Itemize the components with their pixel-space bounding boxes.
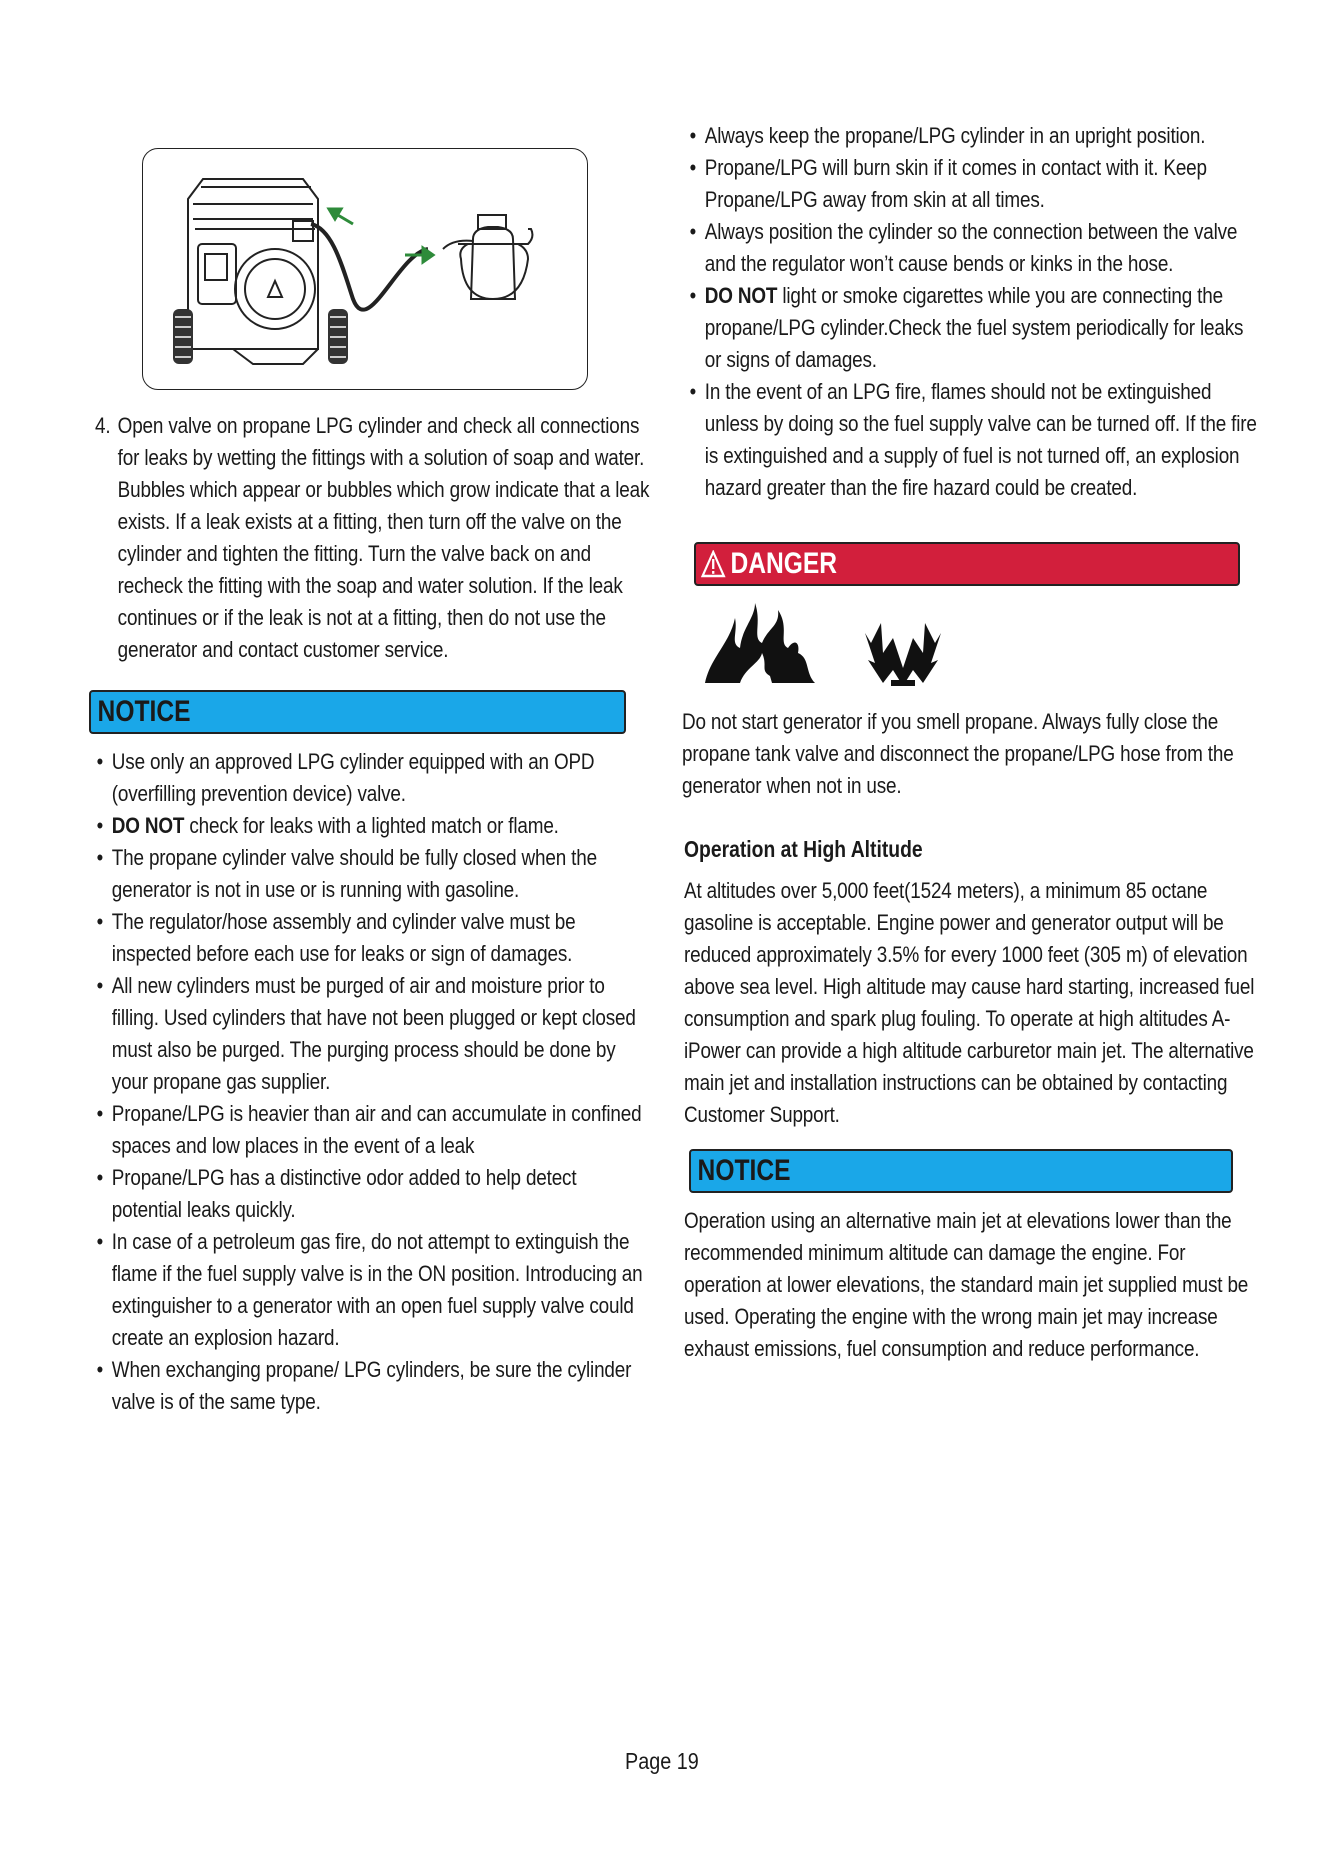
right-column — [682, 120, 1258, 1365]
bullet-item: • DO NOT light or smoke cigarettes while you are connecting the propane/LPG cylinder.Check the fuel system periodically for leaks or signs of damages. — [688, 280, 1259, 376]
altitude-text: At altitudes over 5,000 feet(1524 meters), a minimum 85 octane gasoline is acceptable. Engine power and generator output will be reduced approximately 3.5% for every 1000 feet (305 m) of elevation above sea level. High altitude may cause hard starting, increased fuel consumption and spark plug fouling. To operate at high altitudes A-iPower can provide a high altitude carburetor main jet. The alternative main jet and installation instructions can be obtained by contacting Customer Support. — [684, 878, 1255, 1127]
danger-label: DANGER — [730, 547, 838, 580]
altitude-heading: Operation at High Altitude — [684, 836, 923, 862]
hazard-pictograms — [688, 598, 1258, 688]
notice-banner-right — [689, 1149, 1233, 1193]
bullet-item: • Always position the cylinder so the connection between the valve and the regulator won’t cause bends or kinks in the hose. — [688, 216, 1259, 280]
bullet-item: • Propane/LPG will burn skin if it comes in contact with it. Keep Propane/LPG away from skin at all times. — [688, 152, 1259, 216]
step-4 — [95, 410, 649, 666]
step-text: Open valve on propane LPG cylinder and check all connections for leaks by wetting the fittings with a solution of soap and water. Bubbles which appear or bubbles which grow indicate that a leak exists. If a leak exists at a fitting, then turn off the valve on the cylinder and tighten the fitting. Turn the valve back on and recheck the fitting with the soap and water solution. If the leak continues or if the leak is not at a fitting, then do not use the generator and contact customer service. — [117, 413, 650, 662]
warning-triangle-icon — [701, 550, 726, 578]
page-number: Page 19 — [625, 1748, 699, 1774]
bullet-item: • In case of a petroleum gas fire, do not attempt to extinguish the flame if the fuel supply valve is in the ON position. Introducing an extinguisher to a generator with an open fuel supply valve could create an explosion hazard. — [95, 1226, 649, 1354]
fire-hazard-icon — [700, 598, 820, 688]
bullet-item: • Use only an approved LPG cylinder equipped with an OPD (overfilling prevention device) valve. — [95, 746, 649, 810]
notice-label: NOTICE — [697, 1154, 791, 1187]
danger-banner — [694, 542, 1240, 586]
bullet-item: • When exchanging propane/ LPG cylinders, be sure the cylinder valve is of the same type. — [95, 1354, 649, 1418]
generator-illustration — [143, 149, 587, 389]
danger-text: Do not start generator if you smell propane. Always fully close the propane tank valve and disconnect the propane/LPG hose from the generator when not in use. — [682, 709, 1234, 798]
notice-text: Operation using an alternative main jet at elevations lower than the recommended minimum altitude can damage the engine. For operation at lower elevations, the standard main jet supplied must be used. Operating the engine with the wrong main jet may increase exhaust emissions, fuel consumption and reduce performance. — [684, 1208, 1249, 1361]
notice-label: NOTICE — [97, 695, 191, 728]
bullet-item: • Propane/LPG has a distinctive odor added to help detect potential leaks quickly. — [95, 1162, 649, 1226]
generator-propane-figure — [142, 148, 588, 390]
notice-banner-left — [89, 690, 626, 734]
bullet-item: • The regulator/hose assembly and cylinder valve must be inspected before each use for leaks or sign of damages. — [95, 906, 649, 970]
bullet-item: • The propane cylinder valve should be fully closed when the generator is not in use or is running with gasoline. — [95, 842, 649, 906]
bullet-item: • Always keep the propane/LPG cylinder in an upright position. — [688, 120, 1259, 152]
step-number: 4. — [95, 413, 111, 438]
bullet-item: • Propane/LPG is heavier than air and can accumulate in confined spaces and low places in the event of a leak — [95, 1098, 649, 1162]
bullet-item: • In the event of an LPG fire, flames should not be extinguished unless by doing so the fuel supply valve can be turned off. If the fire is extinguished and a supply of fuel is not turned off, an explosion hazard greater than the fire hazard could be created. — [688, 376, 1259, 504]
left-column — [95, 148, 650, 1418]
safety-bullet-list — [688, 120, 1259, 504]
propane-cylinder-illustration — [443, 215, 532, 299]
bullet-item: • All new cylinders must be purged of air and moisture prior to filling. Used cylinders that have not been plugged or kept closed must also be purged. The purging process should be done by your propane gas supplier. — [95, 970, 649, 1098]
bullet-item: • DO NOT check for leaks with a lighted match or flame. — [95, 810, 649, 842]
explosion-hazard-icon — [863, 598, 943, 688]
notice-bullet-list — [95, 746, 649, 1418]
